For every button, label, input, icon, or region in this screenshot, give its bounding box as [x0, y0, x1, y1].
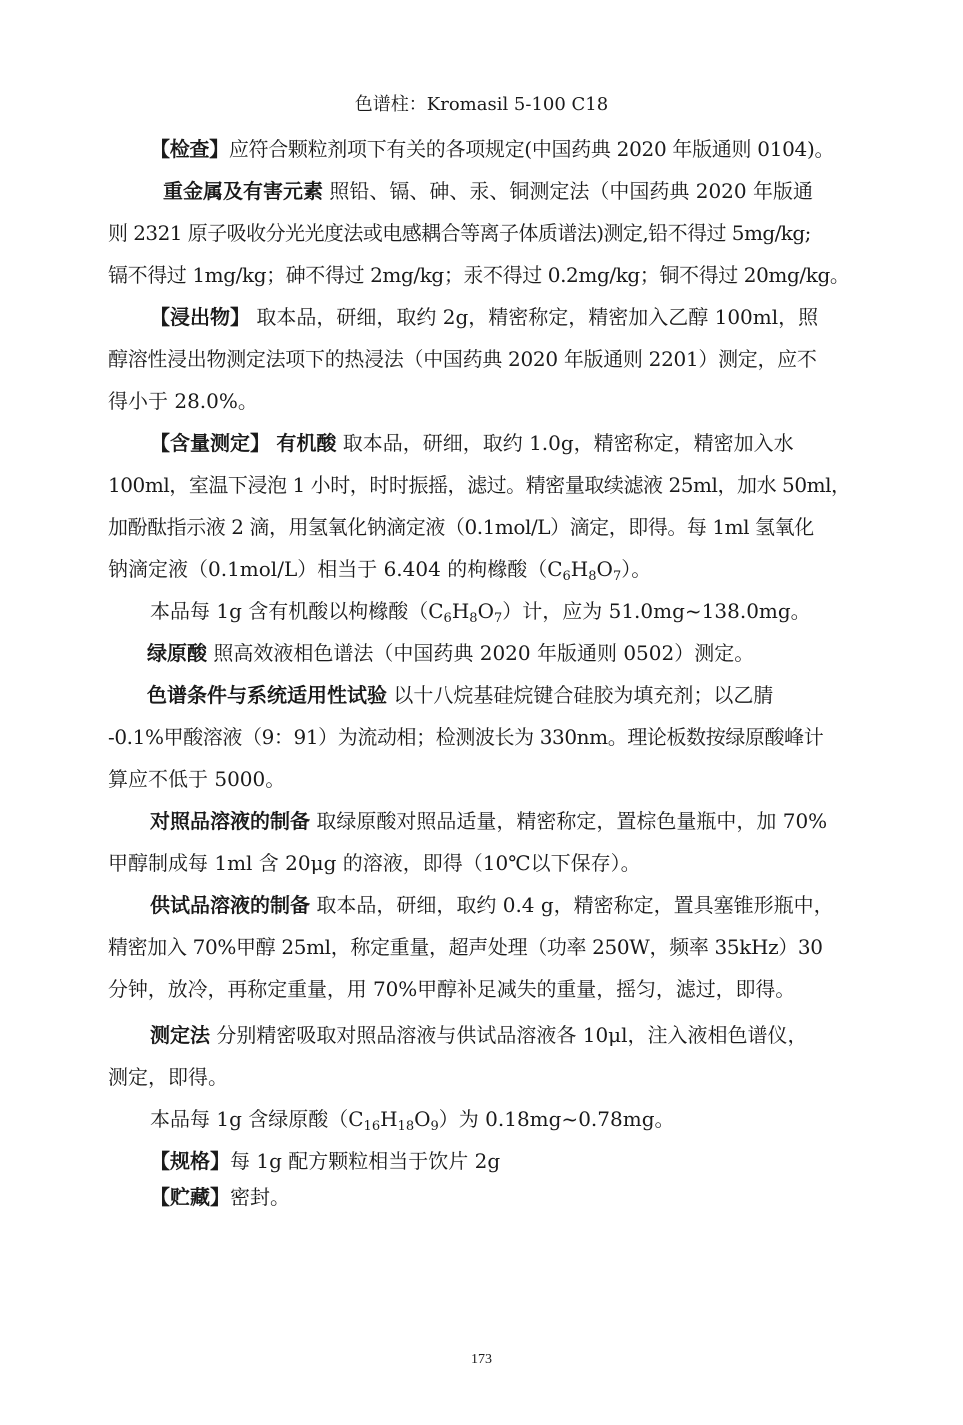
extract-text-1: 取本品，研细，取约 2g，精密称定，精密加入乙醇 100ml，照: [256, 305, 819, 329]
check-heading: 【检查】: [150, 137, 229, 161]
assay-line-2: [108, 464, 860, 506]
chromatography-heading: 色谱条件与系统适用性试验: [147, 683, 387, 707]
formula-subscript: 8: [588, 569, 597, 584]
heavy-metals-text-2: 则 2321 原子吸收分光光度法或电感耦合等离子体质谱法)测定,铅不得过 5mg/kg;: [108, 221, 811, 245]
test-solution-heading: 供试品溶液的制备: [150, 893, 310, 917]
reference-solution-line-1: [150, 800, 902, 842]
assay-text-3: 加酚酞指示液 2 滴，用氢氧化钠滴定液（0.1mol/L）滴定，即得。每 1ml 氢氧化: [108, 515, 814, 539]
formula-subscript: 9: [430, 1119, 439, 1134]
extract-text-3: 得小于 28.0%。: [108, 389, 258, 413]
storage-heading: 【贮藏】: [150, 1185, 230, 1209]
heavy-metals-heading: 重金属及有害元素: [163, 179, 323, 203]
chromatography-line-2: [108, 716, 860, 758]
formula-subscript: 6: [443, 611, 452, 626]
chlorogenic-limit-a: 本品每 1g 含绿原酸（C: [150, 1107, 364, 1131]
reference-solution-text-2: 甲醇制成每 1ml 含 20μg 的溶液，即得（10℃以下保存）。: [108, 851, 641, 875]
extract-text-2: 醇溶性浸出物测定法项下的热浸法（中国药典 2020 年版通则 2201）测定，应不: [108, 347, 817, 371]
heavy-metals-line-2: [108, 212, 860, 254]
determination-heading: 测定法: [150, 1023, 210, 1047]
chlorogenic-heading: 绿原酸: [147, 641, 207, 665]
extract-heading: 【浸出物】: [150, 305, 250, 329]
chromatography-line-3: [108, 758, 860, 800]
chromatography-line-1: [147, 674, 899, 716]
test-solution-text-2: 精密加入 70%甲醇 25ml，称定重量，超声处理（功率 250W，频率 35kHz）30: [108, 935, 823, 959]
storage-line: [150, 1176, 902, 1218]
heavy-metals-text-3: 镉不得过 1mg/kg；砷不得过 2mg/kg；汞不得过 0.2mg/kg；铜不得过 20mg/kg。: [108, 263, 850, 287]
test-solution-text-3: 分钟，放冷，再称定重量，用 70%甲醇补足减失的重量，摇匀，滤过，即得。: [108, 977, 796, 1001]
organic-acid-limit-d: ）计，应为 51.0mg~138.0mg。: [502, 599, 811, 623]
extract-line-3: [108, 380, 860, 422]
chlorogenic-line: [147, 632, 899, 674]
assay-line-4: [108, 548, 860, 590]
chromatography-text-1: 以十八烷基硅烷键合硅胶为填充剂；以乙腈: [393, 683, 774, 707]
heavy-metals-line-1: [163, 170, 915, 212]
reference-solution-line-2: [108, 842, 860, 884]
extract-line-2: [108, 338, 860, 380]
column-line-text: 色谱柱：Kromasil 5-100 C18: [354, 94, 609, 115]
assay-text-4b: H: [570, 557, 589, 581]
check-section: [150, 128, 902, 170]
assay-heading: 【含量测定】: [150, 431, 270, 455]
storage-text: 密封。: [230, 1185, 290, 1209]
organic-acid-heading: 有机酸: [276, 431, 337, 455]
column-line: [0, 84, 963, 126]
page-number: 173: [471, 1352, 492, 1367]
test-solution-text-1: 取本品，研细，取约 0.4 g，精密称定，置具塞锥形瓶中，: [316, 893, 834, 917]
formula-subscript: 16: [363, 1119, 381, 1134]
chromatography-text-3: 算应不低于 5000。: [108, 767, 286, 791]
determination-text-2: 测定，即得。: [108, 1065, 228, 1089]
assay-text-4c: O: [596, 557, 613, 581]
organic-acid-limit-a: 本品每 1g 含有机酸以枸橼酸（C: [150, 599, 444, 623]
determination-line-2: [108, 1056, 860, 1098]
formula-subscript: 7: [493, 611, 503, 626]
organic-acid-limit: [150, 590, 902, 632]
chlorogenic-limit-c: O: [414, 1107, 431, 1131]
test-solution-line-2: [108, 926, 860, 968]
assay-text-2: 100ml，室温下浸泡 1 小时，时时振摇，滤过。精密量取续滤液 25ml，加水 50ml，: [108, 473, 851, 497]
extract-line-1: [150, 296, 902, 338]
determination-line-1: [150, 1014, 902, 1056]
formula-subscript: 8: [469, 611, 478, 626]
determination-text-1: 分别精密吸取对照品溶液与供试品溶液各 10μl，注入液相色谱仪，: [216, 1023, 808, 1047]
reference-solution-heading: 对照品溶液的制备: [150, 809, 310, 833]
chlorogenic-text: 照高效液相色谱法（中国药典 2020 年版通则 0502）测定。: [213, 641, 755, 665]
spec-heading: 【规格】: [150, 1149, 230, 1173]
reference-solution-text-1: 取绿原酸对照品适量，精密称定，置棕色量瓶中，加 70%: [316, 809, 828, 833]
chromatography-text-2: -0.1%甲酸溶液（9：91）为流动相；检测波长为 330nm。理论板数按绿原酸峰计: [108, 725, 824, 749]
chlorogenic-limit-d: ）为 0.18mg~0.78mg。: [438, 1107, 675, 1131]
spec-text: 每 1g 配方颗粒相当于饮片 2g: [230, 1149, 501, 1173]
assay-line-3: [108, 506, 860, 548]
organic-acid-limit-c: O: [477, 599, 494, 623]
assay-line-1: [150, 422, 902, 464]
chlorogenic-limit-b: H: [380, 1107, 398, 1131]
assay-text-1: 取本品，研细，取约 1.0g，精密称定，精密加入水: [342, 431, 794, 455]
chlorogenic-limit: [150, 1098, 902, 1140]
organic-acid-limit-b: H: [451, 599, 470, 623]
test-solution-line-1: [150, 884, 902, 926]
heavy-metals-line-3: [108, 254, 860, 296]
test-solution-line-3: [108, 968, 860, 1010]
heavy-metals-text-1: 照铅、镉、砷、汞、铜测定法（中国药典 2020 年版通: [329, 179, 813, 203]
check-text: 应符合颗粒剂项下有关的各项规定(中国药典 2020 年版通则 0104)。: [228, 137, 835, 161]
formula-subscript: 7: [612, 569, 622, 584]
assay-text-4d: ）。: [621, 557, 652, 581]
formula-subscript: 18: [397, 1119, 415, 1134]
assay-text-4a: 钠滴定液（0.1mol/L）相当于 6.404 的枸橼酸（C: [108, 557, 563, 581]
formula-subscript: 6: [562, 569, 571, 584]
